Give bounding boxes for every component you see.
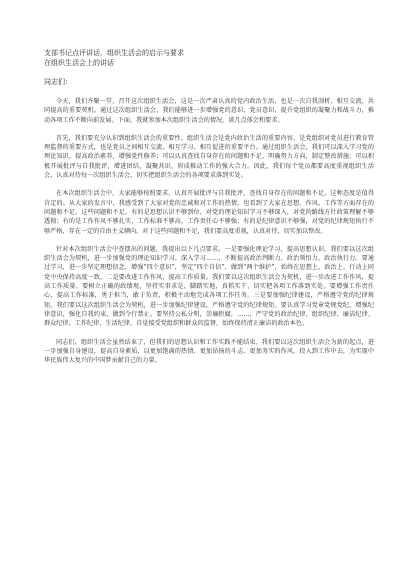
paragraph-closing: 同志们，组织生活会虽然结束了，但我们的思想认识和工作实践不能结束。我们要以这次组织生活会为新的起点，进一步加强自身建设，提高自身素质，以更加饱满的热情、更加昂扬的斗志、更加务实的作风，投入到工作中去，为实现中华民族伟大复兴的中国梦贡献自己的力量。 [44, 338, 374, 365]
document-title: 支部书记点评讲话，组织生活会的启示与要求 [44, 49, 184, 57]
document-subtitle: 在组织生活会上的讲话 [44, 59, 114, 67]
paragraph-importance: 首先，我们要充分认识到组织生活会的重要性。组织生活会是党内政治生活的重要内容，是党组织对党员进行教育管理监督的重要方式，也是党员之间相互交流、相互学习、相互促进的重要平台。通过组织生活会，我们可以深入学习党的理论知识，提高政治素养，增强党性修养；可以认真查找自身存在的问题和不足，明确努力方向，制定整改措施；可以积极开展批评与自我批评，增进团结，凝聚共识，形成推动工作的强大合力。因此，我们每个党员都要高度重视组织生活会，认真对待每一次组织生活会，切实把组织生活会的各项要求落到实处。 [44, 134, 374, 180]
document-body [44, 48, 374, 365]
greeting: 同志们： [44, 78, 72, 86]
paragraph-requirements: 针对本次组织生活会中查摆出的问题，我提出以下几点要求。一是要强化理论学习，提高思想认识。我们要以这次组织生活会为契机，进一步加强党的理论知识学习，深入学习……，不断提高政治判断力、政治领悟力、政治执行力。要通过学习，进一步坚定理想信念，增强“四个意识”，坚定“四个自信”，做到“两个维护”，始终在思想上、政治上、行动上同党中央保持高度一致。二是要改进工作作风，提高工作质量。我们要以这次组织生活会为契机，进一步改进工作作风，提高工作质量。要树立正确的政绩观，坚持实事求是，脚踏实地，真抓实干，切实把各项工作落到实处。要增强工作责任心，提高工作标准，勇于担当，敢于负责，积极主动地完成各项工作任务。三是要加强纪律建设，严格遵守党的纪律规矩。我们要以这次组织生活会为契机，进一步加强纪律建设，严格遵守党的纪律规矩。要认真学习党章党规党纪，增强纪律意识，强化自我约束，做到令行禁止。要坚持公私分明，崇廉拒腐，……，严守党的政治纪律、组织纪律、廉洁纪律、群众纪律、工作纪律、生活纪律，自觉接受党组织和群众的监督，始终保持清正廉洁的政治本色。 [44, 245, 374, 328]
paragraph-opening: 今天，我们齐聚一堂，召开这次组织生活会，这是一次严肃认真的党内政治生活，也是一次自我剖析、相互交流、共同提高的重要契机。通过这次组织生活会，我们能够进一步增强党的意识、党员意识，提升党组织的凝聚力和战斗力，推动各项工作不断向前发展。下面，我就参加本次组织生活会的情况，谈几点体会和要求。 [44, 98, 374, 124]
paragraph-problems: 在本次组织生活会中，大家能够按照要求，认真开展批评与自我批评，查找自身存在的问题和不足，这种态度是值得肯定的。从大家的发言中，我感受到了大家对党的忠诚和对工作的热情，也看到了大家在思想、作风、工作等方面存在的问题和不足。这些问题和不足，有的是思想认识不够到位，对党的理论知识学习不够深入，对党的路线方针政策理解不够透彻；有的是工作作风不够扎实，工作标准不够高，工作责任心不够强；有的是纪律意识不够强，对党的纪律规矩执行不够严格，存在一定的自由主义倾向。对于这些问题和不足，我们要高度重视，认真对待，切实加以整改。 [44, 190, 374, 235]
